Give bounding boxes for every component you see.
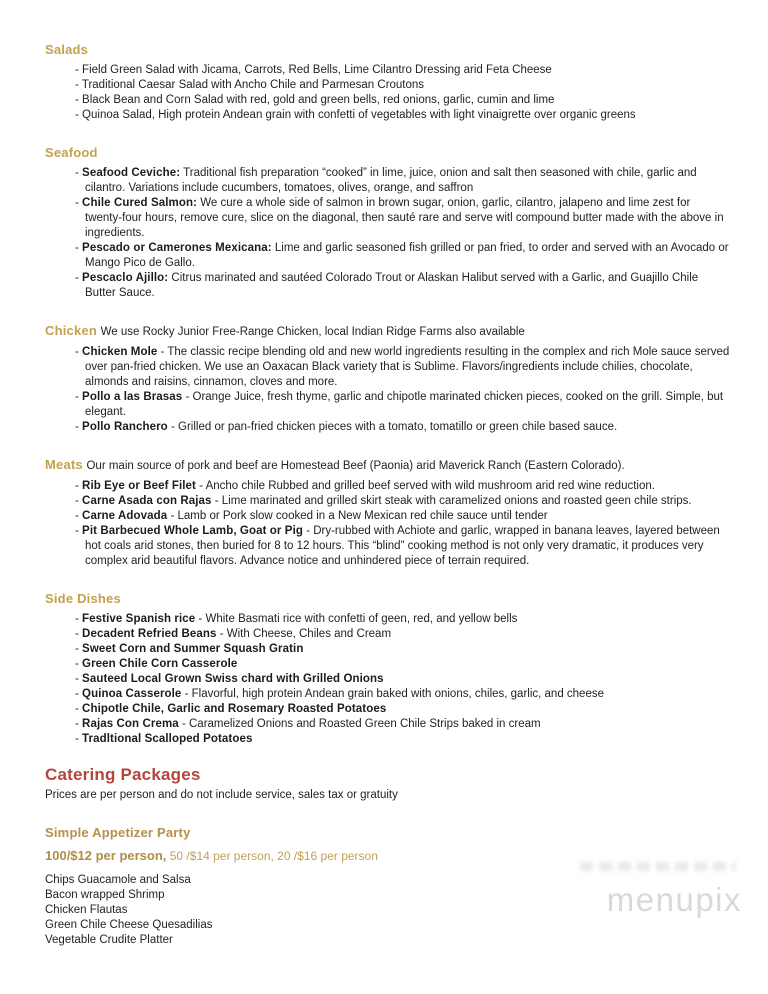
menu-item — [75, 78, 730, 93]
item-name: Green Chile Corn Casserole — [82, 658, 238, 670]
price-primary: 100/$12 per person, — [45, 848, 167, 863]
bullet-dash: - — [75, 613, 79, 625]
menu-item — [75, 390, 730, 420]
section-salads — [45, 42, 730, 123]
section-seafood — [45, 145, 730, 301]
section-catering-packages — [45, 765, 730, 948]
section-chicken — [45, 323, 730, 435]
bullet-dash: - — [75, 79, 79, 91]
menu-item — [75, 345, 730, 390]
item-name: Seafood Ceviche: — [82, 167, 181, 179]
bullet-dash: - — [75, 242, 79, 254]
bullet-dash: - — [75, 391, 79, 403]
item-name: Festive Spanish rice — [82, 613, 196, 625]
section-meats — [45, 457, 730, 569]
bullet-dash: - — [75, 525, 79, 537]
item-name: Tradltional Scalloped Potatoes — [82, 733, 253, 745]
item-desc: Traditional fish preparation “cooked” in lime, juice, onion and salt then seasoned with chile, garlic and cilantro. Variations include cucumbers, tomatoes, olives, orange, and saffron — [85, 167, 697, 194]
bullet-dash: - — [75, 628, 79, 640]
bullet-dash: - — [75, 643, 79, 655]
menu-item — [75, 642, 730, 657]
bullet-dash: - — [75, 658, 79, 670]
item-desc: - With Cheese, Chiles and Cream — [216, 628, 392, 640]
bullet-dash: - — [75, 733, 79, 745]
item-desc: We cure a whole side of salmon in brown sugar, onion, garlic, cilantro, jalapeno and lime zest for twenty-four hours, remove cure, slice on the diagonal, then sauté rare and serve witl compound butter made with the above in ingredients. — [85, 197, 724, 239]
section-intro: Our main source of pork and beef are Homestead Beef (Paonia) arid Maverick Ranch (Eastern Colorado). — [86, 460, 625, 472]
menu-item — [75, 196, 730, 241]
bullet-dash: - — [75, 718, 79, 730]
menu-item — [75, 241, 730, 271]
appetizer-item: Green Chile Cheese Quesadilias — [45, 919, 213, 931]
bullet-dash: - — [75, 510, 79, 522]
menu-item — [75, 479, 730, 494]
item-desc: - Orange Juice, fresh thyme, garlic and chipotle marinated chicken pieces, cooked on the grill. Simple, but elegant. — [85, 391, 724, 418]
bullet-dash: - — [75, 421, 79, 433]
item-name: Pollo Ranchero — [82, 421, 168, 433]
appetizer-item: Vegetable Crudite Platter — [45, 934, 173, 946]
catering-title: Catering Packages — [45, 765, 201, 784]
item-desc: - Lamb or Pork slow cooked in a New Mexican red chile sauce until tender — [167, 510, 548, 522]
meats-item-list — [75, 479, 730, 569]
item-desc: - Grilled or pan-fried chicken pieces with a tomato, tomatillo or green chile based sauce. — [167, 421, 618, 433]
item-name: Rajas Con Crema — [82, 718, 179, 730]
item-desc: Traditional Caesar Salad with Ancho Chile and Parmesan Croutons — [81, 79, 425, 91]
menu-item — [75, 612, 730, 627]
bullet-dash: - — [75, 64, 79, 76]
item-desc: - Dry-rubbed with Achiote and garlic, wrapped in banana leaves, layered between hot coals arid stones, then buried for 8 to 12 hours. This “blind” cooking method is not only very dramatic, it produces very complex arid beautiful flavors. Advance notice and unhindered piece of terrain required. — [85, 525, 720, 567]
item-desc: - Ancho chile Rubbed and grilled beef served with wild mushroom arid red wine reduction. — [195, 480, 655, 492]
item-desc: - The classic recipe blending old and new world ingredients resulting in the complex and rich Mole sauce served over pan-fried chicken. We use an Oaxacan Black variety that is Sublime. Flavors/ingredients include chilies, chocolate, almonds and raisins, cinnamon, cloves and more. — [85, 346, 730, 388]
seafood-item-list — [75, 166, 730, 301]
item-name: Chipotle Chile, Garlic and Rosemary Roasted Potatoes — [82, 703, 387, 715]
item-desc: Black Bean and Corn Salad with red, gold and green bells, red onions, garlic, cumin and lime — [82, 94, 555, 106]
menupix-watermark: menupix — [606, 881, 742, 918]
section-header — [45, 145, 730, 161]
menu-item — [75, 627, 730, 642]
appetizer-item: Chips Guacamole and Salsa — [45, 874, 191, 886]
item-desc: Field Green Salad with Jicama, Carrots, Red Bells, Lime Cilantro Dressing arid Feta Cheese — [82, 64, 552, 76]
item-desc: Quinoa Salad, High protein Andean grain with confetti of vegetables with light vinaigrette over organic greens — [82, 109, 636, 121]
bullet-dash: - — [75, 346, 79, 358]
item-desc: Lime and garlic seasoned fish grilled or pan fried, to order and served with an Avocado or Mango Pico de Gallo. — [85, 242, 729, 269]
item-name: Pollo a las Brasas — [82, 391, 183, 403]
bullet-dash: - — [75, 197, 79, 209]
item-name: Pescado or Camerones Mexicana: — [82, 242, 272, 254]
section-header — [45, 457, 730, 474]
menu-item — [75, 420, 730, 435]
side-dishes-item-list — [75, 612, 730, 747]
item-name: Chicken Mole — [82, 346, 158, 358]
menu-item — [75, 509, 730, 524]
menu-item — [75, 108, 730, 123]
section-title-meats: Meats — [45, 457, 83, 472]
bullet-dash: - — [75, 703, 79, 715]
appetizer-item: Chicken Flautas — [45, 904, 128, 916]
bullet-dash: - — [75, 480, 79, 492]
item-desc: - White Basmati rice with confetti of geen, red, and yellow bells — [195, 613, 518, 625]
item-name: Sauteed Local Grown Swiss chard with Grilled Onions — [82, 673, 384, 685]
item-name: Carne Adovada — [82, 510, 168, 522]
item-desc: - Flavorful, high protein Andean grain baked with onions, chiles, garlic, and cheese — [181, 688, 604, 700]
section-side-dishes — [45, 591, 730, 747]
catering-note: Prices are per person and do not include service, sales tax or gratuity — [45, 789, 398, 801]
bullet-dash: - — [75, 495, 79, 507]
menu-item — [75, 687, 730, 702]
item-name: Sweet Corn and Summer Squash Gratin — [82, 643, 304, 655]
salads-item-list — [75, 63, 730, 123]
chicken-item-list — [75, 345, 730, 435]
menu-item — [75, 657, 730, 672]
menu-item — [75, 271, 730, 301]
section-header — [45, 323, 730, 340]
item-desc: - Caramelized Onions and Roasted Green Chile Strips baked in cream — [178, 718, 541, 730]
menu-item — [75, 732, 730, 747]
bullet-dash: - — [75, 272, 79, 284]
menu-item — [75, 63, 730, 78]
package-title-simple-appetizer-party: Simple Appetizer Party — [45, 825, 191, 840]
section-title-side-dishes: Side Dishes — [45, 591, 121, 606]
section-title-salads: Salads — [45, 42, 89, 57]
item-name: Pescaclo Ajillo: — [82, 272, 169, 284]
item-name: Carne Asada con Rajas — [82, 495, 212, 507]
item-name: Decadent Refried Beans — [82, 628, 217, 640]
bullet-dash: - — [75, 167, 79, 179]
bullet-dash: - — [75, 673, 79, 685]
price-secondary: 50 /$14 per person, 20 /$16 per person — [169, 849, 378, 863]
appetizer-item: Bacon wrapped Shrimp — [45, 889, 165, 901]
item-desc: Citrus marinated and sautéed Colorado Trout or Alaskan Halibut served with a Garlic, and Guajillo Chile Butter Sauce. — [85, 272, 699, 299]
section-header — [45, 591, 730, 607]
section-title-chicken: Chicken — [45, 323, 97, 338]
section-header — [45, 42, 730, 58]
bullet-dash: - — [75, 109, 79, 121]
item-name: Quinoa Casserole — [82, 688, 182, 700]
menu-item — [75, 166, 730, 196]
section-intro: We use Rocky Junior Free-Range Chicken, local Indian Ridge Farms also available — [100, 326, 525, 338]
bullet-dash: - — [75, 688, 79, 700]
bullet-dash: - — [75, 94, 79, 106]
menu-item — [75, 93, 730, 108]
item-name: Pit Barbecued Whole Lamb, Goat or Pig — [82, 525, 303, 537]
menu-item — [75, 494, 730, 509]
item-desc: - Lime marinated and grilled skirt steak with caramelized onions and roasted geen chile strips. — [211, 495, 692, 507]
item-name: Rib Eye or Beef Filet — [82, 480, 196, 492]
item-name: Chile Cured Salmon: — [82, 197, 198, 209]
menu-item — [75, 717, 730, 732]
section-title-seafood: Seafood — [45, 145, 98, 160]
menu-item — [75, 524, 730, 569]
watermark-blurred-text — [580, 862, 736, 871]
menu-item — [75, 702, 730, 717]
menu-item — [75, 672, 730, 687]
